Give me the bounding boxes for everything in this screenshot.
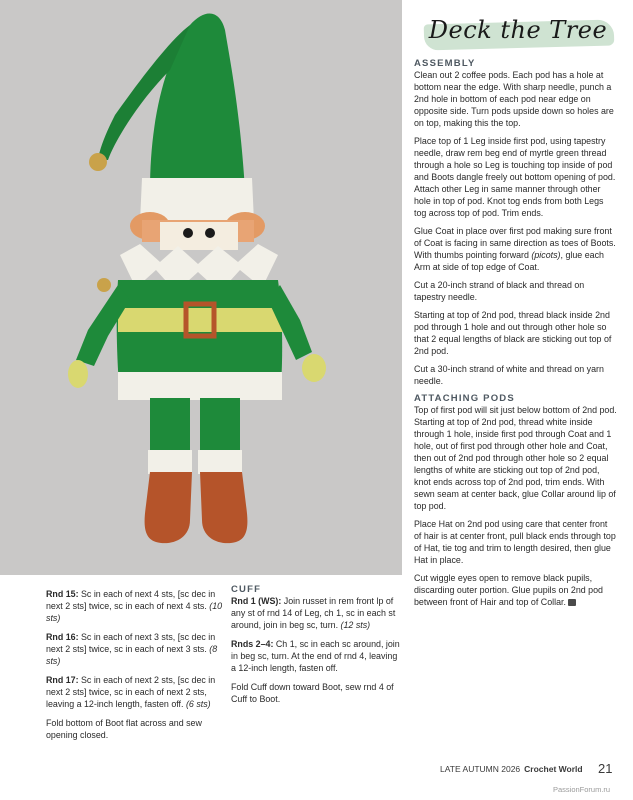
fold-boot-step: Fold bottom of Boot flat across and sew opening closed. [46, 718, 202, 740]
fold-cuff-step: Fold Cuff down toward Boot, sew rnd 4 of Cuff to Boot. [231, 682, 394, 704]
watermark-text: PassionForum.ru [553, 785, 611, 794]
assembly-paragraph-4: Cut a 20-inch strand of black and thread on tapestry needle. [414, 280, 585, 302]
rnd-15-count: (10 sts) [46, 601, 223, 623]
assembly-paragraph-2: Place top of 1 Leg inside first pod, using tapestry needle, draw rem beg end of myrtle green thread through a hole so Leg is touching top inside of pod and Boots dangle freely out bottom opening of pod. Attach other Leg in same manner through other hole in top of pod. Knot tog ends from both Legs tog across top of pod. Trim ends. [414, 136, 616, 218]
rnd-16-step [46, 631, 224, 667]
assembly-p3-end: , glue each Arm at side of top edge of Coat. [414, 250, 604, 272]
rnd-15-text: Sc in each of next 4 sts, [sc dec in next 2 sts] twice, sc in each of next 4 sts. [46, 589, 216, 611]
attaching-paragraph-3 [414, 572, 617, 608]
rnd-17-step [46, 674, 224, 710]
boot-instructions-column [46, 588, 224, 748]
cuff-instructions-column [231, 584, 403, 712]
crochet-elf-illustration [0, 0, 402, 575]
rnd-17-text: Sc in each of next 2 sts, [sc dec in next 2 sts] twice, sc in each of next 2 sts, leaving a 12-inch length, fasten off. [46, 675, 216, 709]
rnd-1-label: Rnd 1 (WS): [231, 596, 282, 606]
section-title-banner [418, 16, 618, 50]
assembly-heading: ASSEMBLY [414, 58, 476, 69]
rnd-16-text: Sc in each of next 3 sts, [sc dec in next 2 sts] twice, sc in each of next 3 sts. [46, 632, 216, 654]
rnd-15-label: Rnd 15: [46, 589, 79, 599]
elf-photo [0, 0, 402, 575]
rnd-15-step [46, 588, 224, 624]
attaching-paragraph-2: Place Hat on 2nd pod using care that center front of hair is at center front, pull black ends through top of Hat, tie tog and trim to length desired, then glue Hat in place. [414, 519, 616, 565]
rnd-17-count: (6 sts) [185, 699, 211, 709]
assembly-paragraph-6: Cut a 30-inch strand of white and thread on yarn needle. [414, 364, 604, 386]
cuff-heading: CUFF [231, 584, 262, 595]
rnd-1-text: Join russet in rem front lp of any st of rnd 14 of Leg, ch 1, sc in each st around, join in beg sc, turn. [231, 596, 396, 630]
assembly-p3-emphasis: (picots) [531, 250, 561, 260]
attaching-pods-heading: ATTACHING PODS [414, 393, 515, 404]
instructions-right-column [414, 58, 617, 614]
attaching-p3-text: Cut wiggle eyes open to remove black pupils, discarding outer portion. Glue pupils on 2nd pod between front of Hair and top of Collar. [414, 573, 603, 607]
assembly-p3-start: Glue Coat in place over first pod making sure front of Coat is facing in same direction as toes of Boots. With thumbs pointing forward [414, 226, 616, 260]
assembly-paragraph-5: Starting at top of 2nd pod, thread black inside 2nd pod through 1 hole and out through other hole so that 2 equal lengths of black are sticking out top of 2nd pod. [414, 310, 612, 356]
rnd-16-label: Rnd 16: [46, 632, 79, 642]
magazine-brand: Crochet World [524, 764, 583, 774]
rnd-1-count: (12 sts) [340, 620, 371, 630]
rnds-2-4-step [231, 638, 403, 674]
page-title: Deck the Tree [428, 16, 608, 44]
rnd-16-count: (8 sts) [46, 644, 218, 666]
end-of-article-icon [568, 599, 576, 606]
assembly-paragraph-1: Clean out 2 coffee pods. Each pod has a hole at bottom near the edge. With sharp needle, punch a 2nd hole in bottom of each pod near edge on opposite side. Turn pods upside down so holes are on top, making this the top. [414, 70, 614, 128]
rnds-2-4-text: Ch 1, sc in each sc around, join in beg sc, turn. At the end of rnd 4, leaving a 12-inch length, fasten off. [231, 639, 400, 673]
rnd-1-step [231, 595, 403, 631]
page-footer [440, 764, 583, 774]
page-number: 21 [598, 761, 613, 776]
rnds-2-4-label: Rnds 2–4: [231, 639, 274, 649]
issue-label: LATE AUTUMN 2026 [440, 764, 521, 774]
assembly-paragraph-3 [414, 225, 617, 273]
rnd-17-label: Rnd 17: [46, 675, 79, 685]
attaching-paragraph-1: Top of first pod will sit just below bottom of 2nd pod. Starting at top of 2nd pod, thread white inside through 1 hole, inside first pod through Coat and 1 hole, out of first pod through other hole and Coat, then out of 2nd pod through other hole so 2 equal lengths of white are sticking out top of 2nd pod, knot ends across top of 2nd pod, trim ends. With sewn seam at center back, glue Collar around lip of top pod. [414, 405, 617, 511]
